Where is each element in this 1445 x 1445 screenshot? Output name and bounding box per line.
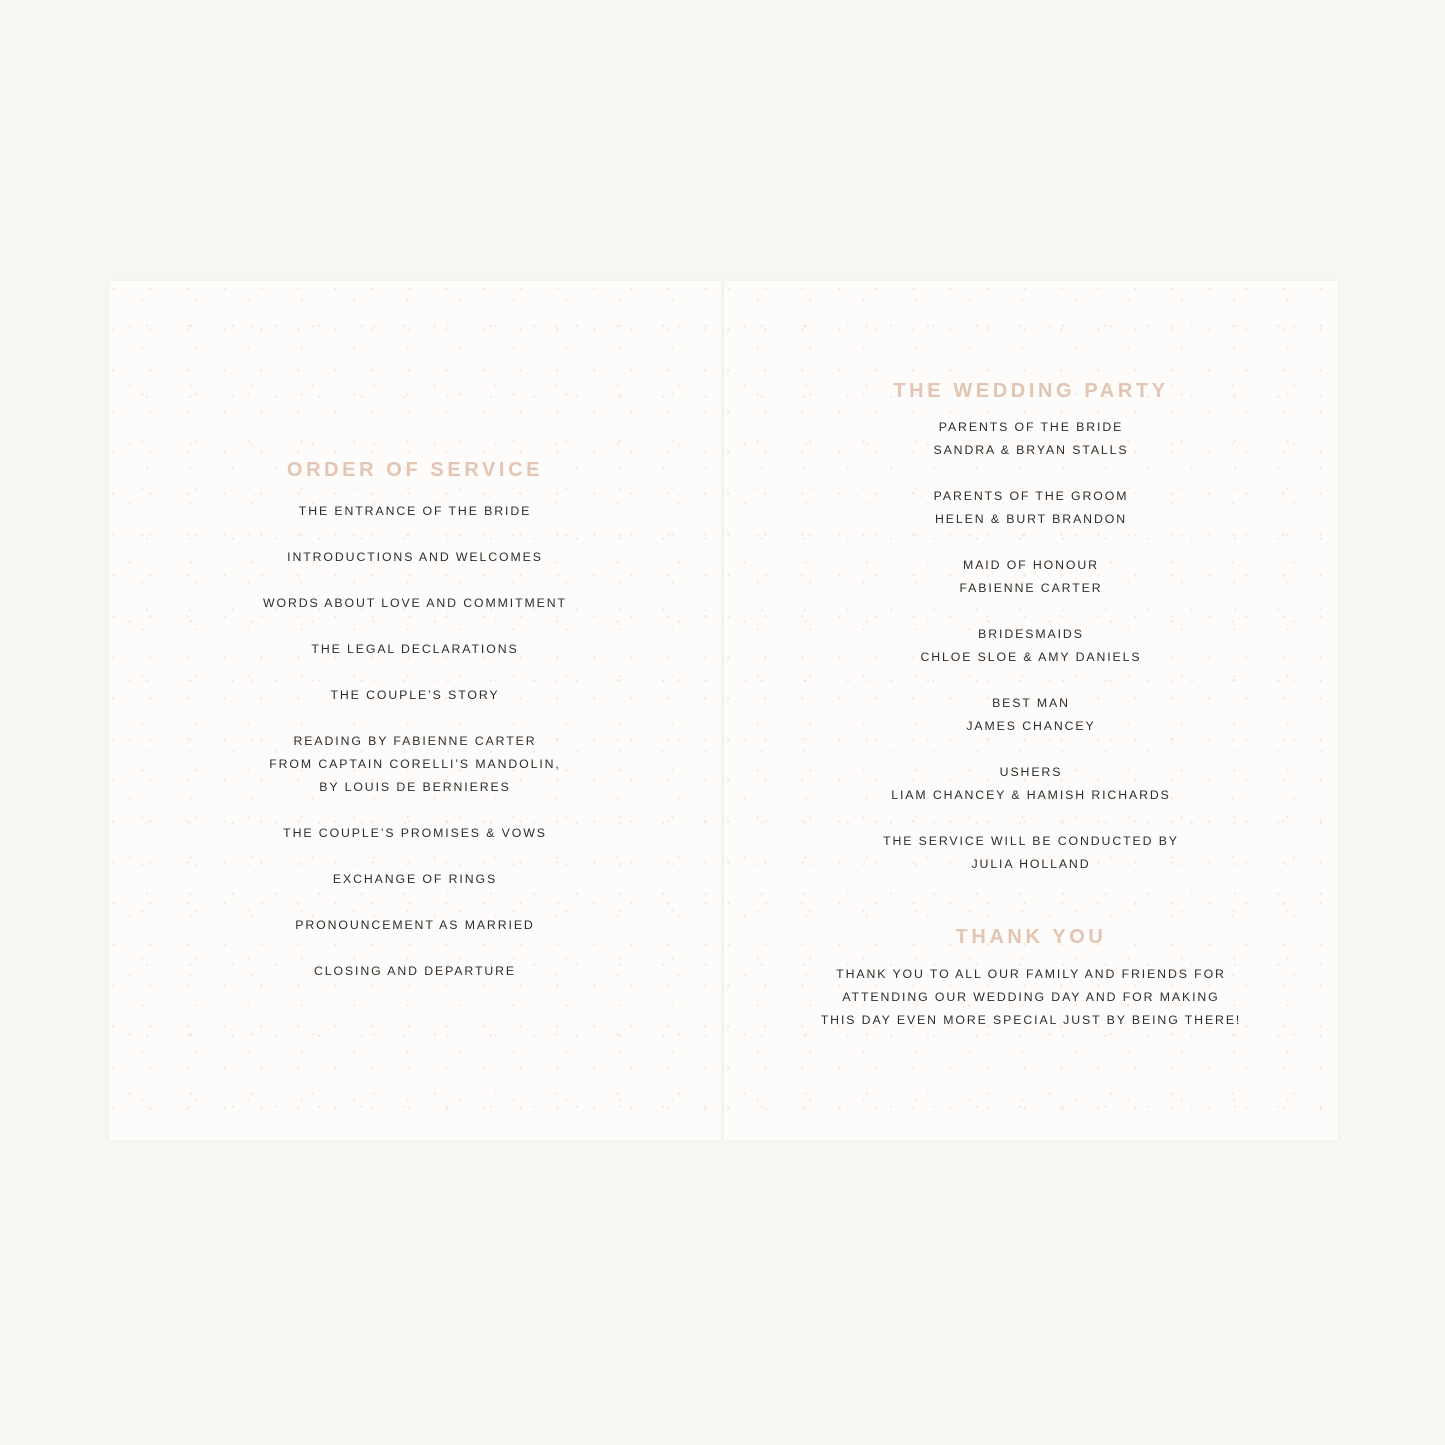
service-item-text: WORDS ABOUT LOVE AND COMMITMENT <box>263 596 567 610</box>
service-item-text: READING BY FABIENNE CARTER <box>293 734 537 748</box>
service-item-text: FROM CAPTAIN CORELLI’S MANDOLIN, <box>269 757 561 771</box>
service-item <box>109 914 721 937</box>
party-names: HELEN & BURT BRANDON <box>935 512 1127 526</box>
service-item <box>109 730 721 799</box>
party-group <box>724 485 1338 531</box>
thank-you-line: ATTENDING OUR WEDDING DAY AND FOR MAKING <box>842 990 1220 1004</box>
party-names: CHLOE SLOE & AMY DANIELS <box>920 650 1142 664</box>
order-of-service-section <box>109 458 721 983</box>
party-role: MAID OF HONOUR <box>963 558 1099 572</box>
service-item <box>109 868 721 891</box>
party-group <box>724 554 1338 600</box>
party-role: BEST MAN <box>992 696 1070 710</box>
wedding-party-list <box>724 416 1338 876</box>
party-role: USHERS <box>999 765 1063 779</box>
service-item <box>109 500 721 523</box>
service-item-text: EXCHANGE OF RINGS <box>332 872 498 886</box>
party-group <box>724 761 1338 807</box>
party-names: JAMES CHANCEY <box>966 719 1096 733</box>
party-role: THE SERVICE WILL BE CONDUCTED BY <box>883 834 1179 848</box>
party-role: BRIDESMAIDS <box>978 627 1084 641</box>
order-of-service-heading: ORDER OF SERVICE <box>286 459 544 481</box>
service-item-text: THE ENTRANCE OF THE BRIDE <box>298 504 532 518</box>
party-group <box>724 623 1338 669</box>
party-names: LIAM CHANCEY & HAMISH RICHARDS <box>891 788 1171 802</box>
service-item <box>109 822 721 845</box>
party-names: FABIENNE CARTER <box>959 581 1103 595</box>
service-item <box>109 546 721 569</box>
party-names: JULIA HOLLAND <box>971 857 1091 871</box>
thank-you-message <box>724 963 1338 1032</box>
wedding-party-heading: THE WEDDING PARTY <box>893 380 1169 402</box>
thank-you-line: THIS DAY EVEN MORE SPECIAL JUST BY BEING THERE! <box>820 1013 1242 1027</box>
left-page <box>109 281 721 1140</box>
party-role: PARENTS OF THE GROOM <box>933 489 1129 503</box>
service-item <box>109 684 721 707</box>
party-role: PARENTS OF THE BRIDE <box>938 420 1124 434</box>
service-item-text: THE LEGAL DECLARATIONS <box>311 642 519 656</box>
service-item-text: BY LOUIS DE BERNIERES <box>319 780 511 794</box>
service-item-text: THE COUPLE’S PROMISES & VOWS <box>283 826 547 840</box>
party-group <box>724 692 1338 738</box>
right-page <box>724 281 1338 1140</box>
service-item-text: PRONOUNCEMENT AS MARRIED <box>295 918 535 932</box>
party-group <box>724 416 1338 462</box>
service-item-text: INTRODUCTIONS AND WELCOMES <box>287 550 543 564</box>
party-group <box>724 830 1338 876</box>
party-names: SANDRA & BRYAN STALLS <box>933 443 1129 457</box>
service-item <box>109 638 721 661</box>
service-item <box>109 960 721 983</box>
service-item-text: THE COUPLE’S STORY <box>330 688 500 702</box>
wedding-party-section <box>724 379 1338 1032</box>
service-item <box>109 592 721 615</box>
order-of-service-list <box>109 500 721 983</box>
thank-you-heading: THANK YOU <box>955 926 1107 948</box>
service-item-text: CLOSING AND DEPARTURE <box>313 964 517 978</box>
thank-you-line: THANK YOU TO ALL OUR FAMILY AND FRIENDS FOR <box>836 967 1226 981</box>
